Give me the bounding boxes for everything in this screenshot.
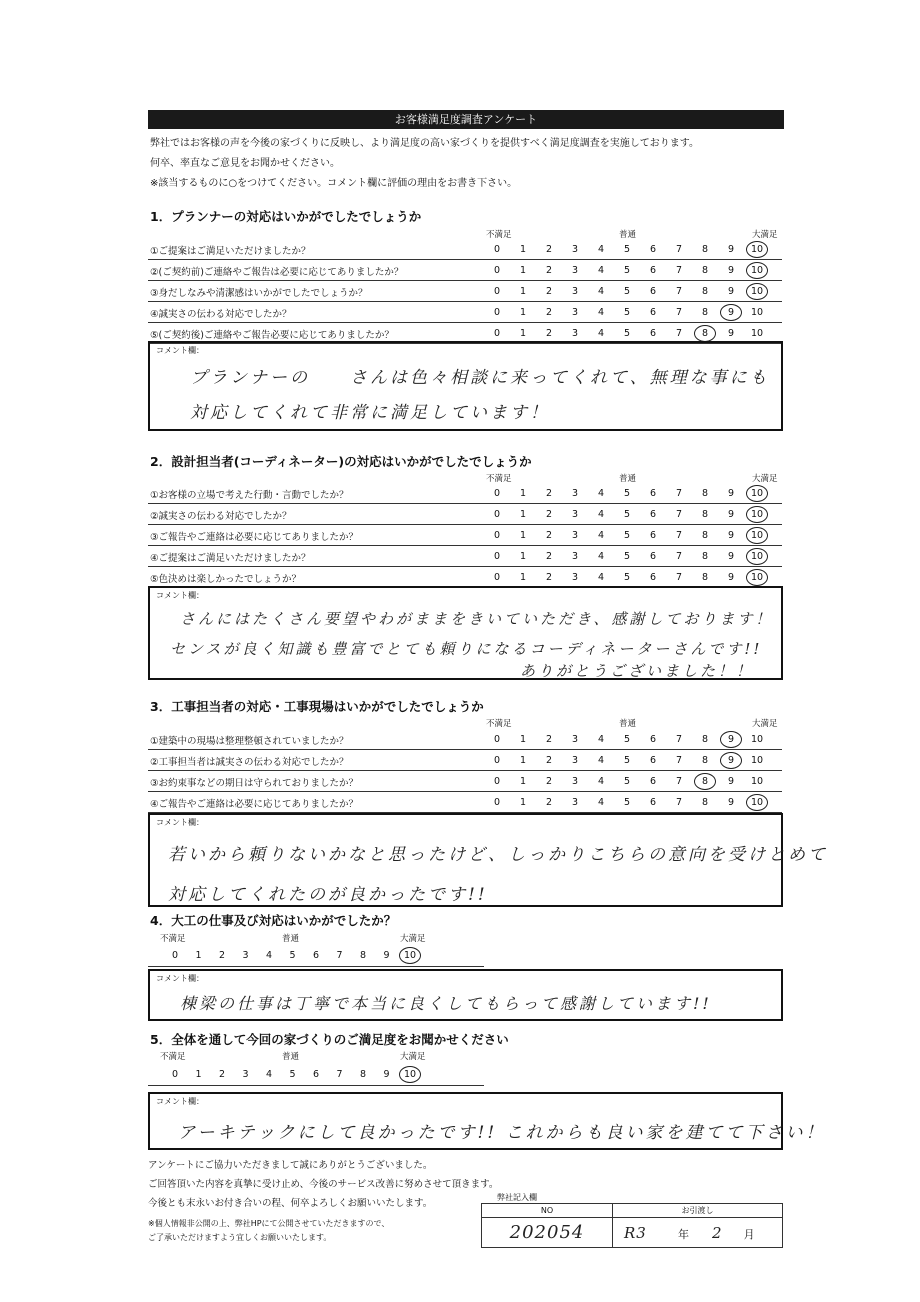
question-1-5: ⑤(ご契約後)ご連絡やご報告必要に応じてありましたか？ [150, 330, 394, 341]
question-1-1: ①ご提案はご満足いただけましたか？ [150, 246, 311, 257]
scale-number: 0 [171, 950, 179, 961]
scale-number: 0 [493, 328, 501, 339]
scale-low-label: 不満足 [486, 719, 512, 729]
question-rule [148, 280, 782, 281]
scale-number: 6 [649, 734, 657, 745]
scale-number: 4 [265, 950, 273, 961]
scale-number: 2 [545, 755, 553, 766]
scale-number: 2 [545, 509, 553, 520]
scale-number: 3 [571, 307, 579, 318]
answer-circle-4 [399, 947, 421, 964]
scale-number: 6 [649, 488, 657, 499]
question-rule [148, 259, 782, 260]
office-year-value: R3 [624, 1224, 647, 1242]
answer-circle-2-2 [746, 506, 768, 523]
scale-number: 7 [675, 328, 683, 339]
scale-number: 2 [545, 551, 553, 562]
scale-number: 8 [701, 509, 709, 520]
scale-number: 2 [545, 572, 553, 583]
scale-number: 2 [545, 265, 553, 276]
scale-number: 8 [701, 755, 709, 766]
scale-number: 2 [218, 950, 226, 961]
scale-number: 0 [493, 244, 501, 255]
scale-number: 7 [336, 1069, 343, 1080]
scale-number: 7 [675, 488, 683, 499]
scale-number: 6 [649, 572, 657, 583]
scale-number: 8 [701, 551, 709, 562]
scale-high-label: 大満足 [400, 934, 426, 944]
question-3-4: ④ご報告やご連絡は必要に応じてありましたか？ [150, 799, 359, 810]
scale-number: 2 [545, 244, 553, 255]
scale-number: 8 [701, 328, 709, 339]
scale-number: 4 [597, 328, 605, 339]
office-no-header: NO [482, 1204, 613, 1218]
scale-number: 3 [571, 530, 579, 541]
answer-circle-1-2 [746, 262, 768, 279]
scale-number: 7 [675, 530, 683, 541]
scale-number: 0 [493, 307, 501, 318]
office-delivery-header: お引渡し [613, 1204, 783, 1218]
scale-number: 0 [493, 797, 501, 808]
question-2-1: ①お客様の立場で考えた行動・言動でしたか？ [150, 490, 349, 501]
scale-number: 0 [171, 1069, 179, 1080]
scale-number: 9 [727, 509, 735, 520]
scale-number: 9 [727, 572, 735, 583]
scale-number: 5 [623, 755, 631, 766]
scale-number: 3 [571, 797, 579, 808]
handwritten-comment-1-2: 対応してくれて非常に満足しています！ [190, 403, 550, 423]
scale-number: 9 [383, 950, 390, 961]
question-3-2: ②工事担当者は誠実さの伝わる対応でしたか？ [150, 757, 349, 768]
footer-line-3: 今後とも末永いお付き合いの程、何卒よろしくお願いいたします。 [148, 1198, 433, 1209]
scale-number: 7 [675, 551, 683, 562]
answer-circle-2-1 [746, 485, 768, 502]
scale-number: 6 [649, 551, 657, 562]
question-1-4: ④誠実さの伝わる対応でしたか？ [150, 309, 292, 320]
scale-number: 5 [623, 488, 631, 499]
scale-number: 3 [242, 950, 249, 961]
section-4-title: 4．大工の仕事及び対応はいかがでしたか？ [150, 913, 397, 928]
scale-number: 7 [675, 244, 683, 255]
question-rule [148, 503, 782, 504]
scale-number: 0 [493, 572, 501, 583]
scale-number: 4 [597, 734, 605, 745]
scale-number: 6 [649, 265, 657, 276]
scale-number: 8 [701, 488, 709, 499]
scale-number: 6 [649, 509, 657, 520]
scale-number: 7 [675, 572, 683, 583]
scale-number: 6 [649, 244, 657, 255]
scale-number: 10 [750, 265, 764, 276]
scale-number: 8 [701, 572, 709, 583]
handwritten-comment-2-2: センスが良く知識も豊富でとても頼りになるコーディネーターさんです!! [170, 640, 763, 658]
scale-number: 7 [675, 265, 683, 276]
section-3-title: 3．工事担当者の対応・工事現場はいかがでしたでしょうか [150, 699, 484, 714]
privacy-line-1: ※個人情報非公開の上、弊社HPにて公開させていただきますので、 [148, 1219, 390, 1228]
scale-number: 9 [727, 797, 735, 808]
scale-number: 9 [727, 551, 735, 562]
scale-number: 6 [649, 797, 657, 808]
scale-number: 3 [571, 265, 579, 276]
scale-number: 1 [519, 551, 527, 562]
scale-number: 9 [727, 488, 735, 499]
scale-number: 5 [623, 734, 631, 745]
scale-number: 6 [312, 950, 320, 961]
scale-number: 4 [597, 488, 605, 499]
office-year-unit: 年 [677, 1228, 689, 1241]
scale-number: 3 [571, 488, 579, 499]
scale-high-label: 大満足 [400, 1052, 426, 1062]
scale-number: 0 [493, 265, 501, 276]
office-month-value: 2 [712, 1224, 725, 1242]
scale-number: 0 [493, 755, 501, 766]
scale-number: 9 [727, 265, 735, 276]
answer-circle-2-4 [746, 548, 768, 565]
scale-number: 5 [623, 265, 631, 276]
scale-number: 5 [623, 244, 631, 255]
scale-number: 2 [545, 286, 553, 297]
scale-number: 10 [750, 509, 764, 520]
scale-number: 6 [649, 776, 657, 787]
scale-number: 4 [597, 244, 605, 255]
scale-number: 5 [623, 307, 631, 318]
scale-number: 0 [493, 286, 501, 297]
scale-number: 10 [750, 244, 764, 255]
answer-circle-5 [399, 1066, 421, 1083]
answer-circle-3-3 [694, 773, 716, 790]
scale-mid-label: 普通 [282, 1052, 300, 1062]
scale-number: 4 [597, 551, 605, 562]
scale-number: 10 [750, 307, 764, 318]
answer-circle-2-5 [746, 569, 768, 586]
scale-number: 8 [359, 1069, 367, 1080]
question-rule [148, 749, 782, 750]
scale-number: 3 [571, 755, 579, 766]
question-2-4: ④ご提案はご満足いただけましたか？ [150, 553, 311, 564]
scale-number: 5 [623, 551, 631, 562]
question-rule [148, 791, 782, 792]
scale-number: 4 [597, 755, 605, 766]
question-2-2: ②誠実さの伝わる対応でしたか？ [150, 511, 292, 522]
scale-number: 1 [519, 734, 527, 745]
handwritten-comment-2-3: ありがとうございました！！ [520, 662, 755, 680]
scale-mid-label: 普通 [619, 474, 637, 484]
question-rule [148, 545, 782, 546]
scale-number: 4 [597, 265, 605, 276]
scale-number: 6 [312, 1069, 320, 1080]
question-3-3: ③お約束事などの期日は守られておりましたか？ [150, 778, 359, 789]
answer-circle-3-2 [720, 752, 742, 769]
answer-circle-1-3 [746, 283, 768, 300]
scale-number: 1 [195, 1069, 202, 1080]
scale-number: 9 [727, 286, 735, 297]
scale-number: 5 [289, 950, 296, 961]
scale-number: 7 [675, 755, 683, 766]
comment-label: コメント欄： [156, 346, 204, 355]
scale-number: 2 [545, 530, 553, 541]
office-no-cell [482, 1218, 613, 1248]
scale-number: 1 [519, 488, 527, 499]
scale-mid-label: 普通 [619, 230, 637, 240]
scale-number: 9 [727, 244, 735, 255]
scale-number: 10 [750, 734, 764, 745]
scale-number: 4 [597, 797, 605, 808]
scale-number: 7 [675, 797, 683, 808]
handwritten-comment-1-1: プランナーの さんは色々相談に来ってくれて、無理な事にも [190, 368, 770, 388]
scale-number: 5 [623, 530, 631, 541]
scale-number: 0 [493, 734, 501, 745]
question-3-1: ①建築中の現場は整理整頓されていましたか？ [150, 736, 349, 747]
question-rule [148, 566, 782, 567]
scale-number: 10 [750, 286, 764, 297]
scale-number: 4 [597, 572, 605, 583]
scale-number: 7 [675, 776, 683, 787]
scale-number: 10 [750, 551, 764, 562]
section-2-title: 2．設計担当者(コーディネーター)の対応はいかがでしたでしょうか [150, 454, 532, 469]
answer-circle-2-3 [746, 527, 768, 544]
scale-number: 1 [519, 265, 527, 276]
office-month-unit: 月 [743, 1228, 755, 1241]
scale-number: 3 [571, 328, 579, 339]
scale-number: 8 [701, 776, 709, 787]
survey-title: お客様満足度調査アンケート [148, 110, 784, 129]
scale-number: 1 [519, 755, 527, 766]
question-rule [148, 966, 484, 967]
question-2-5: ⑤色決めは楽しかったでしょうか？ [150, 574, 302, 585]
scale-number: 0 [493, 509, 501, 520]
footer-line-2: ご回答頂いた内容を真摯に受け止め、今後のサービス改善に努めさせて頂きます。 [148, 1179, 499, 1190]
scale-number: 6 [649, 286, 657, 297]
scale-number: 8 [701, 265, 709, 276]
question-rule [148, 301, 782, 302]
scale-number: 1 [195, 950, 202, 961]
handwritten-comment-4-1: 棟梁の仕事は丁寧で本当に良くしてもらって感謝しています!! [180, 994, 712, 1013]
scale-number: 3 [571, 734, 579, 745]
question-2-3: ③ご報告やご連絡は必要に応じてありましたか？ [150, 532, 359, 543]
scale-number: 1 [519, 244, 527, 255]
question-rule [148, 1085, 484, 1086]
scale-number: 1 [519, 530, 527, 541]
scale-number: 10 [750, 797, 764, 808]
comment-label: コメント欄： [156, 1097, 204, 1106]
scale-number: 2 [545, 307, 553, 318]
question-rule [148, 322, 782, 323]
scale-number: 2 [545, 797, 553, 808]
scale-number: 8 [701, 734, 709, 745]
answer-circle-1-1 [746, 241, 768, 258]
answer-circle-3-1 [720, 731, 742, 748]
scale-number: 1 [519, 776, 527, 787]
scale-low-label: 不満足 [160, 934, 186, 944]
footer-line-1: アンケートにご協力いただきまして誠にありがとうございました。 [148, 1160, 433, 1171]
scale-number: 10 [750, 755, 764, 766]
scale-number: 5 [623, 328, 631, 339]
scale-number: 0 [493, 776, 501, 787]
scale-number: 8 [701, 307, 709, 318]
answer-circle-3-4 [746, 794, 768, 811]
scale-number: 1 [519, 797, 527, 808]
scale-number: 1 [519, 307, 527, 318]
scale-number: 7 [675, 509, 683, 520]
question-rule [148, 770, 782, 771]
scale-number: 4 [597, 530, 605, 541]
scale-number: 7 [675, 307, 683, 318]
question-1-3: ③身だしなみや清潔感はいかがでしたでしょうか？ [150, 288, 368, 299]
scale-number: 1 [519, 286, 527, 297]
scale-number: 6 [649, 530, 657, 541]
answer-circle-1-5 [694, 325, 716, 342]
scale-low-label: 不満足 [486, 230, 512, 240]
scale-number: 2 [545, 776, 553, 787]
scale-number: 9 [727, 307, 735, 318]
intro-line-1: 弊社ではお客様の声を今後の家づくりに反映し、より満足度の高い家づくりを提供すべく満足度調査を実施しております。 [150, 138, 699, 149]
scale-number: 2 [545, 488, 553, 499]
comment-label: コメント欄： [156, 818, 204, 827]
section-5-title: 5．全体を通して今回の家づくりのご満足度をお聞かせください [150, 1032, 509, 1047]
scale-number: 1 [519, 509, 527, 520]
intro-line-3: ※該当するものに○をつけてください。コメント欄に評価の理由をお書き下さい。 [150, 178, 518, 189]
scale-low-label: 不満足 [160, 1052, 186, 1062]
scale-number: 3 [571, 551, 579, 562]
handwritten-comment-2-1: さんにはたくさん要望やわがままをきいていただき、感謝しております！ [180, 610, 774, 628]
scale-number: 3 [571, 244, 579, 255]
scale-low-label: 不満足 [486, 474, 512, 484]
scale-number: 7 [675, 734, 683, 745]
answer-circle-1-4 [720, 304, 742, 321]
scale-number: 9 [727, 328, 735, 339]
office-date-cell [613, 1218, 783, 1248]
handwritten-comment-3-2: 対応してくれたのが良かったです!! [168, 885, 488, 905]
scale-number: 2 [218, 1069, 226, 1080]
scale-number: 9 [727, 734, 735, 745]
scale-number: 8 [701, 797, 709, 808]
scale-number: 4 [597, 509, 605, 520]
scale-number: 4 [265, 1069, 273, 1080]
scale-number: 10 [750, 572, 764, 583]
scale-number: 0 [493, 551, 501, 562]
scale-high-label: 大満足 [752, 719, 778, 729]
office-no-value: 202054 [509, 1222, 585, 1243]
scale-high-label: 大満足 [752, 230, 778, 240]
office-table [481, 1203, 783, 1248]
scale-number: 0 [493, 530, 501, 541]
scale-number: 10 [403, 1069, 417, 1080]
handwritten-comment-3-1: 若いから頼りないかなと思ったけど、しっかりこちらの意向を受けとめて [168, 845, 828, 865]
scale-number: 9 [383, 1069, 390, 1080]
scale-number: 4 [597, 307, 605, 318]
scale-number: 8 [359, 950, 367, 961]
scale-number: 5 [623, 776, 631, 787]
question-1-2: ②(ご契約前)ご連絡やご報告は必要に応じてありましたか？ [150, 267, 404, 278]
scale-number: 5 [623, 797, 631, 808]
scale-number: 8 [701, 530, 709, 541]
scale-number: 3 [571, 776, 579, 787]
scale-number: 6 [649, 755, 657, 766]
scale-number: 3 [242, 1069, 249, 1080]
scale-number: 10 [750, 530, 764, 541]
question-rule [148, 524, 782, 525]
office-label: 弊社記入欄 [497, 1193, 537, 1202]
scale-number: 9 [727, 755, 735, 766]
scale-number: 5 [623, 572, 631, 583]
scale-number: 5 [623, 286, 631, 297]
scale-number: 7 [336, 950, 343, 961]
handwritten-comment-5-1: アーキテックにして良かったです!! これからも良い家を建てて下さい！ [178, 1123, 826, 1143]
scale-number: 6 [649, 328, 657, 339]
scale-number: 9 [727, 776, 735, 787]
scale-number: 5 [289, 1069, 296, 1080]
scale-number: 4 [597, 776, 605, 787]
scale-number: 0 [493, 488, 501, 499]
scale-number: 3 [571, 286, 579, 297]
scale-number: 2 [545, 734, 553, 745]
intro-line-2: 何卒、率直なご意見をお聞かせください。 [150, 158, 340, 169]
scale-number: 3 [571, 509, 579, 520]
scale-number: 8 [701, 244, 709, 255]
scale-number: 2 [545, 328, 553, 339]
scale-mid-label: 普通 [619, 719, 637, 729]
scale-number: 10 [750, 488, 764, 499]
scale-number: 6 [649, 307, 657, 318]
scale-number: 10 [750, 776, 764, 787]
scale-number: 1 [519, 328, 527, 339]
scale-number: 1 [519, 572, 527, 583]
scale-high-label: 大満足 [752, 474, 778, 484]
privacy-line-2: ご了承いただけますよう宜しくお願いいたします。 [148, 1233, 332, 1242]
scale-number: 10 [750, 328, 764, 339]
scale-number: 9 [727, 530, 735, 541]
comment-label: コメント欄： [156, 974, 204, 983]
scale-mid-label: 普通 [282, 934, 300, 944]
scale-number: 4 [597, 286, 605, 297]
scale-number: 5 [623, 509, 631, 520]
section-1-title: 1．プランナーの対応はいかがでしたでしょうか [150, 209, 422, 224]
comment-label: コメント欄： [156, 591, 204, 600]
scale-number: 7 [675, 286, 683, 297]
scale-number: 10 [403, 950, 417, 961]
scale-number: 8 [701, 286, 709, 297]
scale-number: 3 [571, 572, 579, 583]
